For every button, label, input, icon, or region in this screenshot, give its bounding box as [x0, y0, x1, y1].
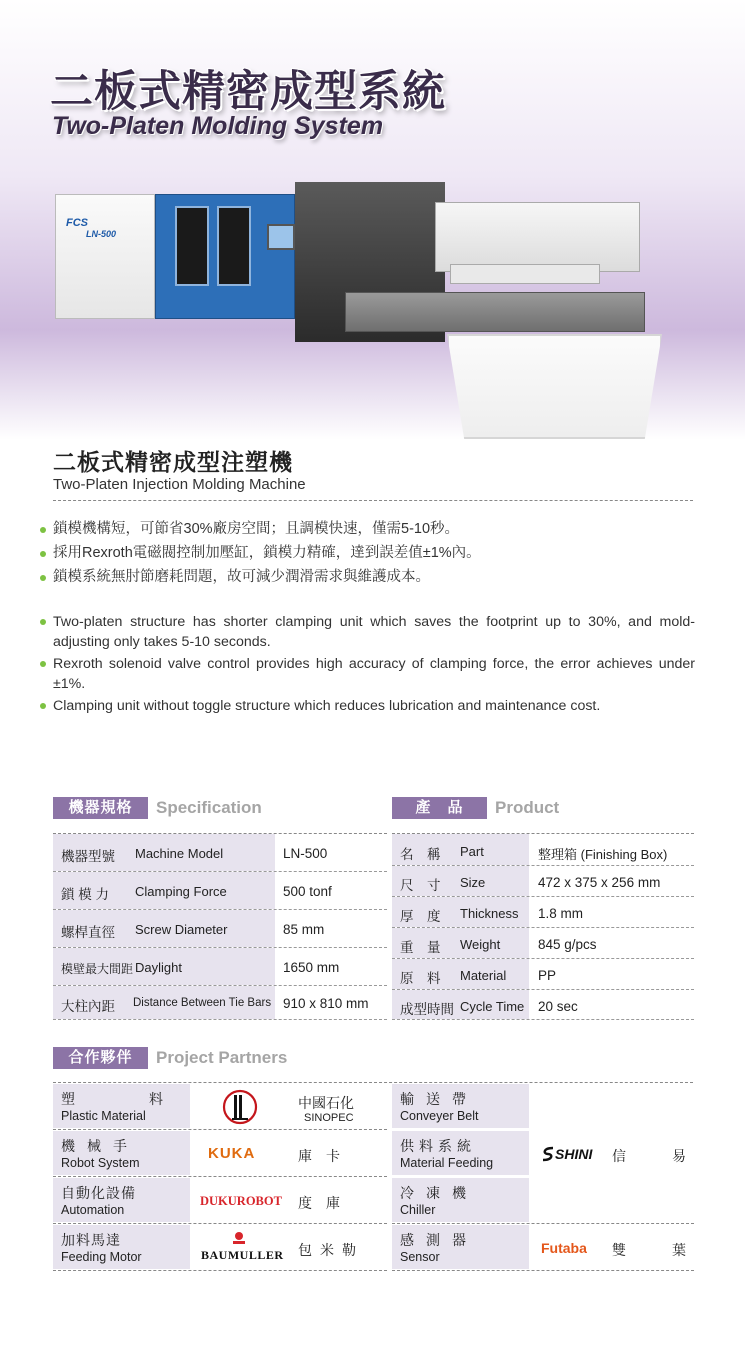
spec-value: 85 mm	[283, 922, 325, 937]
product-value: 1.8 mm	[538, 906, 584, 921]
spec-label-zh: 機器型號	[61, 849, 115, 864]
spec-label-en: Daylight	[135, 960, 182, 975]
partner-category-zh: 加料馬達	[61, 1232, 121, 1248]
partner-label-cell	[392, 1225, 529, 1269]
partner-label-cell	[53, 1084, 193, 1128]
list-item: 鎖模系統無肘節磨耗問題，故可減少潤滑需求與維護成本。	[40, 568, 695, 592]
partner-label-cell	[392, 1178, 529, 1222]
partner-label-cell	[53, 1131, 190, 1175]
partner-category-zh: 感測器	[400, 1232, 478, 1248]
section-title-en: Two-Platen Injection Molding Machine	[53, 476, 306, 493]
shini-swoosh-icon	[541, 1146, 555, 1167]
spec-title: Specification	[156, 798, 262, 817]
dukurobot-logo: DUKUROBOT	[200, 1194, 282, 1208]
product-label-en: Size	[460, 875, 486, 890]
bullet-icon	[40, 575, 46, 581]
injection-machine-image	[55, 182, 660, 440]
partner-name: 度 庫	[298, 1195, 340, 1211]
hero-banner	[0, 0, 745, 440]
machine-control-panel	[267, 224, 295, 250]
partner-name: 雙 葉	[612, 1242, 702, 1258]
product-row	[392, 959, 694, 990]
partner-label-cell	[53, 1225, 190, 1269]
spec-label-en: Distance Between Tie Bars	[133, 997, 272, 1009]
spec-row	[53, 872, 387, 910]
bullet-icon	[40, 527, 46, 533]
partner-label-cell	[53, 1178, 190, 1222]
product-label-zh: 名 稱	[400, 847, 441, 862]
product-row	[392, 866, 694, 897]
divider	[392, 1223, 694, 1224]
machine-window	[217, 206, 251, 286]
partner-label-cell	[392, 1084, 529, 1128]
product-label-zh: 厚 度	[400, 909, 441, 924]
product-title: Product	[495, 798, 560, 817]
banner-title-en: Two-Platen Molding System	[52, 112, 384, 140]
machine-base	[345, 292, 645, 332]
product-label-zh: 成型時間	[400, 1002, 454, 1017]
product-row	[392, 990, 694, 1020]
partner-category-en: Sensor	[400, 1250, 440, 1264]
product-label-en: Weight	[460, 937, 501, 952]
partner-category-zh: 塑 料	[61, 1091, 193, 1107]
feature-list-en	[40, 612, 695, 718]
partner-category-en: Material Feeding	[400, 1156, 494, 1170]
product-row	[392, 834, 694, 866]
partner-name: 中國石化	[298, 1095, 354, 1111]
partner-category-en: Robot System	[61, 1156, 140, 1170]
sinopec-logo	[222, 1089, 258, 1125]
machine-model-label: LN-500	[86, 229, 117, 239]
baumuller-logo: BAUMULLER	[201, 1248, 284, 1262]
spec-value: 910 x 810 mm	[283, 996, 369, 1011]
partner-category-zh: 機械手	[61, 1138, 139, 1154]
spec-label-zh: 模壁最大間距	[61, 962, 134, 976]
partner-category-en: Feeding Motor	[61, 1250, 142, 1264]
product-label-zh: 原 料	[400, 971, 441, 986]
product-value: 20 sec	[538, 999, 578, 1014]
finishing-box-image	[447, 334, 662, 439]
partners-title: Project Partners	[156, 1048, 288, 1067]
machine-window	[175, 206, 209, 286]
spec-value: 1650 mm	[283, 960, 340, 975]
list-item: Clamping unit without toggle structure which reduces lubrication and maintenance cost.	[40, 696, 695, 716]
partner-label-cell	[392, 1131, 529, 1175]
bullet-icon	[40, 619, 46, 625]
product-tag: 產 品	[392, 797, 487, 819]
product-label-en: Part	[460, 844, 484, 859]
spec-label-en: Machine Model	[135, 846, 224, 861]
product-value: 472 x 375 x 256 mm	[538, 875, 661, 890]
machine-left-housing	[55, 194, 155, 319]
partner-category-en: Chiller	[400, 1203, 436, 1217]
product-label-zh: 尺 寸	[400, 878, 441, 893]
machine-brand-logo: FCS	[66, 217, 88, 229]
spec-label-zh: 鎖 模 力	[61, 887, 110, 902]
spec-label-en: Clamping Force	[135, 884, 227, 899]
divider	[53, 1082, 693, 1083]
list-item: Rexroth solenoid valve control provides high accuracy of clamping force, the error achieves under ±1%.	[40, 654, 695, 694]
spec-row	[53, 948, 387, 986]
list-item: 採用Rexroth電磁閥控制加壓缸，鎖模力精確，達到誤差值±1%內。	[40, 544, 695, 568]
partner-category-zh: 冷凍機	[400, 1185, 478, 1201]
bullet-icon	[40, 551, 46, 557]
section-title-zh: 二板式精密成型注塑機	[53, 449, 293, 475]
spec-label-zh: 大柱內距	[61, 999, 115, 1014]
spec-value: LN-500	[283, 846, 328, 861]
partner-category-zh: 輸送帶	[400, 1091, 478, 1107]
partner-category-en: Automation	[61, 1203, 125, 1217]
divider	[392, 1270, 694, 1271]
futaba-logo: Futaba	[541, 1240, 587, 1256]
spec-row	[53, 834, 387, 872]
divider	[53, 1223, 387, 1224]
partner-category-zh: 供料系統	[400, 1138, 476, 1154]
partner-name-en: SINOPEC	[304, 1112, 354, 1124]
divider	[53, 1176, 387, 1177]
banner-title-zh: 二板式精密成型系統	[50, 67, 446, 117]
product-label-zh: 重 量	[400, 940, 441, 955]
partner-category-en: Conveyer Belt	[400, 1109, 479, 1123]
list-item: Two-platen structure has shorter clamping unit which saves the footprint up to 30%, and mold-adjusting only takes 5-10 seconds.	[40, 612, 695, 652]
spec-tag: 機器規格	[53, 797, 148, 819]
feature-list-zh	[40, 520, 695, 592]
product-label-en: Cycle Time	[460, 999, 525, 1014]
machine-hopper-rail	[450, 264, 600, 284]
list-item: 鎖模機構短，可節省30%廠房空間；且調模快速，僅需5-10秒。	[40, 520, 695, 544]
product-label-en: Material	[460, 968, 507, 983]
product-label-en: Thickness	[460, 906, 519, 921]
divider	[53, 1129, 387, 1130]
product-row	[392, 897, 694, 928]
shini-logo: SHINI	[555, 1146, 593, 1162]
partner-category-en: Plastic Material	[61, 1109, 146, 1123]
spec-row	[53, 910, 387, 948]
spec-label-zh: 螺桿直徑	[61, 925, 115, 940]
machine-injection-unit	[435, 202, 640, 272]
spec-value: 500 tonf	[283, 884, 332, 899]
product-row	[392, 928, 694, 959]
partner-name: 庫 卡	[298, 1148, 340, 1164]
product-value: 845 g/pcs	[538, 937, 597, 952]
spec-label-en: Screw Diameter	[135, 922, 228, 937]
bullet-icon	[40, 703, 46, 709]
bullet-icon	[40, 661, 46, 667]
partner-category-zh: 自動化設備	[61, 1185, 136, 1201]
divider	[53, 500, 693, 501]
product-value: 整理箱 (Finishing Box)	[538, 847, 668, 862]
product-value: PP	[538, 968, 557, 983]
partner-name: 包米勒	[298, 1242, 364, 1258]
kuka-logo: KUKA	[208, 1145, 256, 1162]
partner-name: 信 易	[612, 1148, 702, 1164]
partners-tag: 合作夥伴	[53, 1047, 148, 1069]
spec-row	[53, 986, 387, 1020]
divider	[53, 1270, 387, 1271]
